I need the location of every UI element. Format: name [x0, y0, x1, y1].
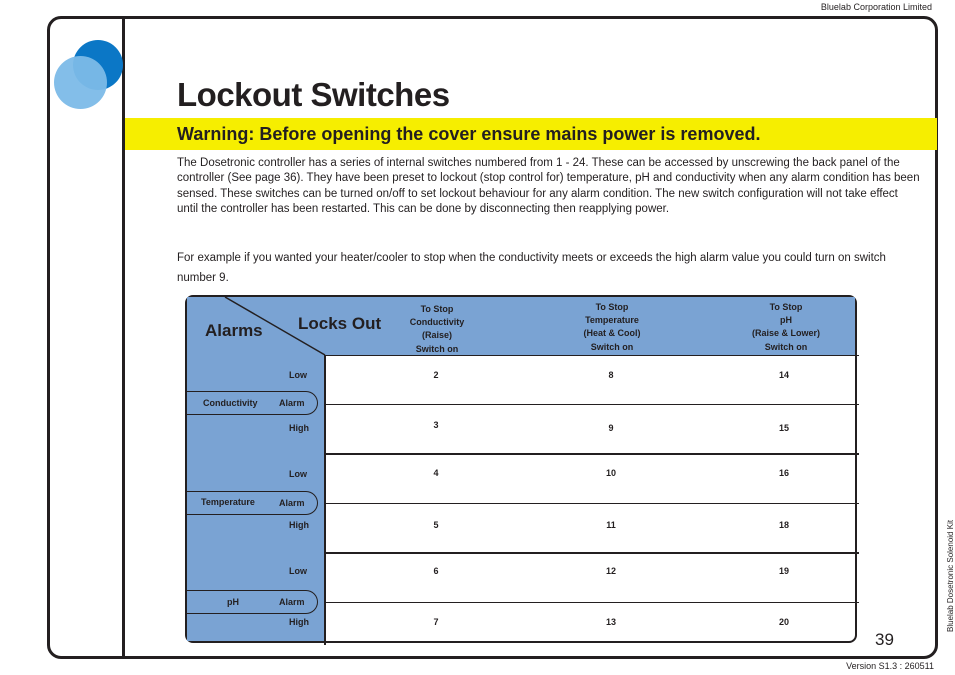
group-line — [325, 453, 859, 455]
cell-value: 9 — [608, 423, 614, 433]
cell-value: 5 — [433, 520, 439, 530]
side-label: Bluelab Dosetronic Solenoid Kit — [946, 519, 955, 632]
row-line — [325, 355, 859, 356]
cell-value: 16 — [778, 468, 789, 478]
warning-text: Warning: Before opening the cover ensure mains power is removed. — [177, 124, 761, 144]
col1-line4: Switch on — [415, 343, 459, 354]
locks-out-label: Locks Out — [298, 314, 382, 333]
cell-value: 2 — [433, 370, 439, 380]
group-name-ph: pH — [227, 597, 239, 607]
cell-value: 6 — [433, 566, 439, 576]
cell-value: 19 — [778, 566, 789, 576]
high-label: High — [289, 617, 309, 627]
col2-line4: Switch on — [590, 341, 634, 352]
row-line — [325, 404, 859, 405]
col1-line3: (Raise) — [421, 330, 452, 341]
column-header-ph — [721, 301, 851, 354]
alarm-label: Alarm — [279, 498, 305, 508]
cell-value: 12 — [605, 566, 616, 576]
column-header-conductivity — [372, 303, 502, 356]
warning-banner — [125, 118, 937, 150]
col2-line3: (Heat & Cool) — [583, 328, 641, 339]
version-label: Version S1.3 : 260511 — [846, 661, 934, 671]
high-label: High — [289, 520, 309, 530]
group-line — [325, 552, 859, 554]
page-number: 39 — [875, 630, 894, 649]
logo-circle-light — [54, 56, 107, 109]
cell-value: 8 — [608, 370, 614, 380]
col2-line2: Temperature — [585, 315, 639, 326]
column-header-temperature — [547, 301, 677, 354]
cell-value: 20 — [778, 617, 789, 627]
cell-value: 7 — [433, 617, 439, 627]
company-name: Bluelab Corporation Limited — [820, 2, 932, 12]
alarm-label: Alarm — [279, 398, 305, 408]
col3-line3: (Raise & Lower) — [751, 328, 820, 339]
row-line — [325, 602, 859, 603]
cell-value: 18 — [778, 520, 789, 530]
group-name-conductivity: Conductivity — [203, 398, 258, 408]
col3-line1: To Stop — [769, 302, 803, 312]
high-label: High — [289, 423, 309, 433]
col1-line2: Conductivity — [409, 317, 465, 328]
low-label: Low — [289, 469, 307, 479]
example-paragraph: For example if you wanted your heater/cooler to stop when the conductivity meets or exceeds the high alarm value you could turn on switch number 9. — [177, 252, 886, 284]
row-line — [325, 503, 859, 504]
col3-line4: Switch on — [764, 341, 808, 352]
cell-value: 3 — [433, 420, 439, 430]
low-label: Low — [289, 566, 307, 576]
alarms-label: Alarms — [205, 321, 263, 340]
cell-value: 13 — [605, 617, 616, 627]
col2-line1: To Stop — [595, 302, 629, 312]
cell-value: 15 — [778, 423, 789, 433]
group-name-temperature: Temperature — [201, 497, 255, 507]
page-title: Lockout Switches — [177, 76, 450, 113]
col3-line2: pH — [780, 315, 792, 326]
col1-line1: To Stop — [420, 304, 454, 314]
cell-value: 4 — [433, 468, 439, 478]
cell-value: 14 — [778, 370, 789, 380]
alarm-label: Alarm — [279, 597, 305, 607]
intro-paragraph: The Dosetronic controller has a series of internal switches numbered from 1 - 24. These can be accessed by unscrewing the back panel of the controller (See page 36). They have been preset to lockout (stop control for) temperature, pH and conductivity when any alarm condition has been sensed. These switches can be turned on/off to set lockout behaviour for any alarm condition. The new switch configuration will not take effect until the controller has been restarted. This can be done by disconnecting then reapplying power. — [177, 157, 920, 216]
low-label: Low — [289, 370, 307, 380]
cell-value: 10 — [605, 468, 616, 478]
lockout-table — [185, 295, 857, 643]
frame-divider — [122, 16, 125, 659]
cell-value: 11 — [606, 520, 616, 530]
